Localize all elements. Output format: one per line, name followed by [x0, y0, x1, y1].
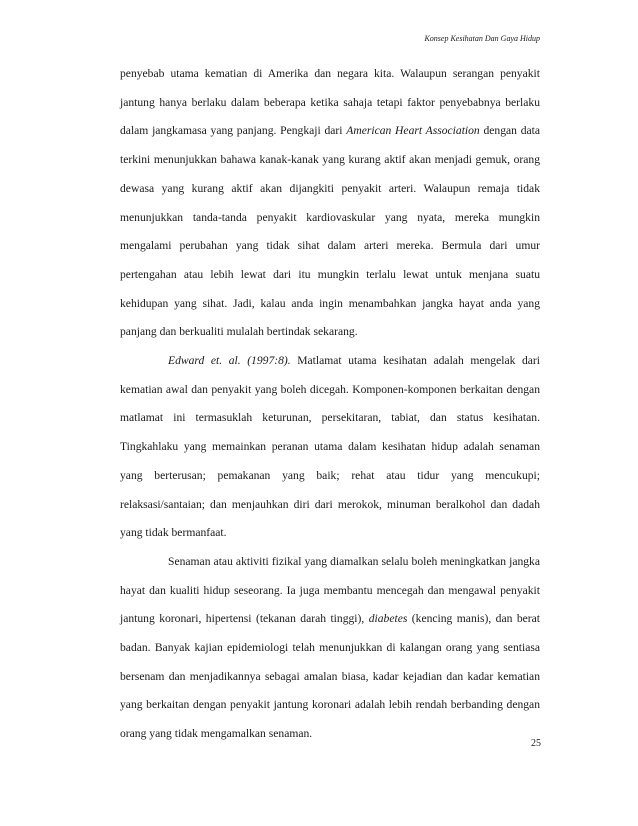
- paragraph-2: [120, 347, 540, 548]
- body-text: [120, 60, 540, 749]
- paragraph-1: [120, 60, 540, 347]
- running-header: Konsep Kesihatan Dan Gaya Hidup: [424, 34, 540, 43]
- paragraph-3: [120, 548, 540, 749]
- paragraph-2-text-end: Matlamat utama kesihatan adalah mengelak dari kematian awal dan penyakit yang boleh dicegah. Komponen-komponen berkaitan dengan matlamat ini termasuklah keturunan, persekitaran, tabiat, dan status kesihatan. Tingkahlaku yang memainkan peranan utama dalam kesihatan hidup adalah senaman yang berterusan; pemakanan yang baik; rehat atau tidur yang mencukupi; relaksasi/santaian; dan menjauhkan diri dari merokok, minuman beralkohol dan dadah yang tidak bermanfaat.: [120, 354, 540, 540]
- paragraph-3-italic: diabetes: [368, 612, 408, 626]
- paragraph-2-citation: Edward et. al. (1997:8).: [168, 354, 291, 368]
- page-number: 25: [531, 738, 541, 749]
- paragraph-3-text-end: (kencing manis), dan berat badan. Banyak kajian epidemiologi telah menunjukkan di kalangan orang yang sentiasa bersenam dan menjadikannya sebagai amalan biasa, kadar kejadian dan kadar kematian yang berkaitan dengan penyakit jantung koronari adalah lebih rendah berbanding dengan orang yang tidak mengamalkan senaman.: [120, 612, 540, 741]
- paragraph-3-text-start: Senaman atau aktiviti fizikal yang diamalkan selalu boleh meningkatkan jangka hayat dan kualiti hidup seseorang. Ia juga membantu mencegah dan mengawal penyakit jantung koronari, hipertensi (tekanan darah tinggi),: [120, 554, 540, 626]
- paragraph-1-text-end: dengan data terkini menunjukkan bahawa kanak-kanak yang kurang aktif akan menjadi gemuk, orang dewasa yang kurang aktif akan dijangkiti penyakit arteri. Walaupun remaja tidak menunjukkan tanda-tanda penyakit kardiovaskular yang nyata, mereka mungkin mengalami perubahan yang tidak sihat dalam arteri mereka. Bermula dari umur pertengahan atau lebih lewat dari itu mungkin terlalu lewat untuk menjana suatu kehidupan yang sihat. Jadi, kalau anda ingin menambahkan jangka hayat anda yang panjang dan berkualiti mulalah bertindak sekarang.: [120, 124, 541, 339]
- paragraph-1-text-start: penyebab utama kematian di Amerika dan negara kita. Walaupun serangan penyakit jantung hanya berlaku dalam beberapa ketika sahaja tetapi faktor penyebabnya berlaku dalam jangkamasa yang panjang. Pengkaji dari: [120, 67, 540, 138]
- paragraph-1-italic: American Heart Association: [346, 124, 480, 138]
